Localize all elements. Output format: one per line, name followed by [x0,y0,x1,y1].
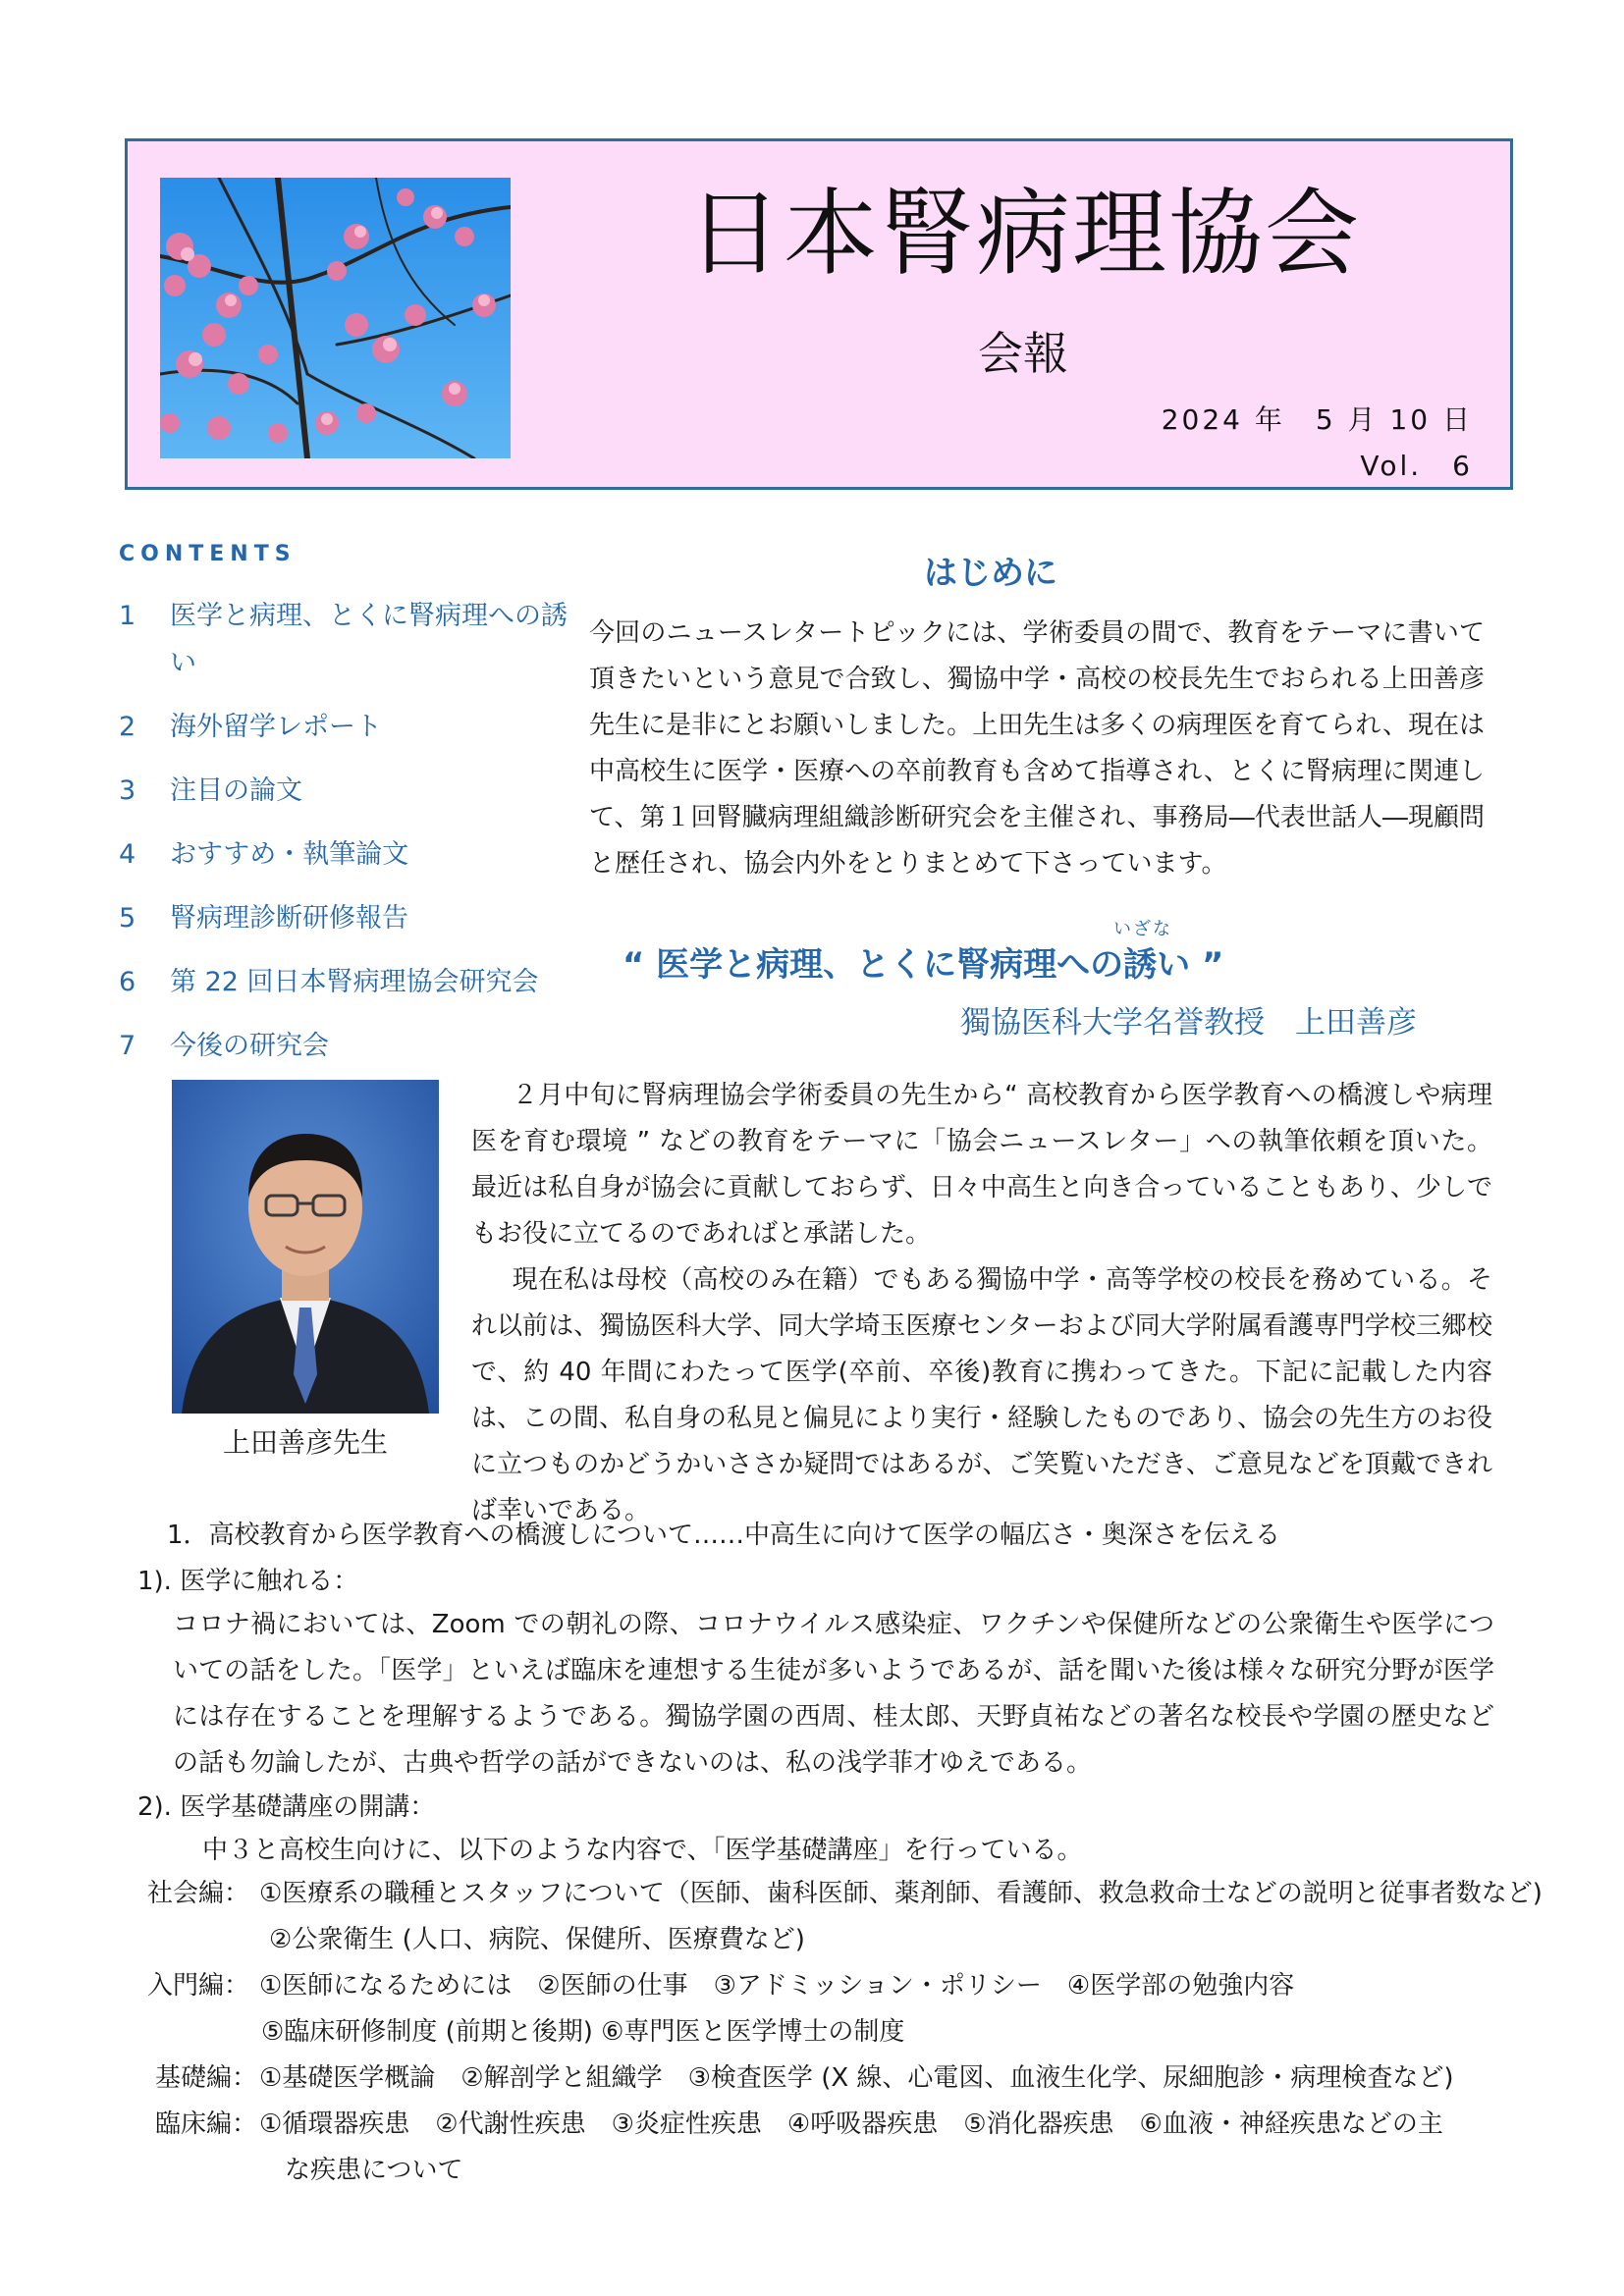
toc-item-label: 今後の研究会 [170,1031,329,1061]
toc-item-number: 2 [119,712,136,742]
course-social-line: ②公衆衛生 (人口、病院、保健所、医療費など) [269,1925,805,1954]
course-clinical-label: 臨床編： [155,2109,258,2139]
intro-body: 今回のニュースレタートピックには、学術委員の間で、教育をテーマに書いて頂きたいという意見で合致し、獨協中学・高校の校長先生でおられる上田善彦先生に是非にとお願いしました。上田先生は多くの病理医を育てられ、現在は中高校生に医学・医療への卒前教育も含めて指導され、とくに腎病理に関連して、第１回腎臓病理組織診断研究会を主催され、事務局―代表世話人―現顧問と歴任され、協会内外をとりまとめて下さっています。 [589,618,1485,879]
toc-item-6[interactable] [119,959,570,1006]
subsection-1-title: 1). 医学に触れる： [137,1567,359,1596]
section-1-title: 1．高校教育から医学教育への橋渡しについて……中高生に向けて医学の幅広さ・奥深さを伝える [167,1521,1281,1550]
subsection-1-body: コロナ禍においては、Zoom での朝礼の際、コロナウイルス感染症、ワクチンや保健所などの公衆衛生や医学についての話をした。「医学」といえば臨床を連想する生徒が多いようであるが、話を聞いた後は様々な研究分野が医学には存在することを理解するようである。獨協学園の西周、桂太郎、天野貞祐などの著名な校長や学園の歴史などの話も勿論したが、古典や哲学の話ができないのは、私の浅学菲才ゆえである。 [173,1610,1494,1778]
toc-item-label: 海外留学レポート [170,712,382,742]
course-basic-label: 基礎編： [155,2063,258,2093]
article-author: 獨協医科大学名誉教授 上田善彦 [960,1005,1417,1041]
author-photo-caption: 上田善彦先生 [222,1426,388,1459]
course-intro-line: ⑤臨床研修制度 (前期と後期) ⑥専門医と医学博士の制度 [261,2017,905,2047]
toc-item-5[interactable] [119,895,570,942]
toc-item-label: おすすめ・執筆論文 [170,839,409,870]
subsection-2-title: 2). 医学基礎講座の開講： [137,1792,436,1822]
article-paragraph: 現在私は母校（高校のみ在籍）でもある獨協中学・高等学校の校長を務めている。それ以前は、獨協医科大学、同大学埼玉医療センターおよび同大学附属看護専門学校三郷校で、約 40 年間にわたって医学(卒前、卒後)教育に携わってきた。下記に記載した内容は、この間、私自身の私見と偏見により実行・経験したものであり、協会の先生方のお役に立つものかどうかいささか疑問ではあるが、ご笑覧いただき、ご意見などを頂戴できれば幸いである。 [471,1265,1493,1525]
toc-item-number: 5 [119,903,136,934]
toc-item-number: 6 [119,967,136,997]
table-of-contents [119,593,570,1087]
intro-heading: はじめに [924,554,1057,593]
toc-item-number: 4 [119,839,136,870]
ruby-reading: いざな [1113,919,1172,939]
cherry-blossom-photo [160,178,511,458]
toc-item-label: 注目の論文 [170,775,302,806]
issue-date: 2024 年 5 月 10 日 [1161,403,1473,436]
toc-item-number: 3 [119,775,136,806]
toc-item-label: 医学と病理、とくに腎病理への誘い [170,601,568,678]
article-title: “ 医学と病理、とくに腎病理への誘い ” [623,945,1224,985]
toc-item-number: 1 [119,601,136,631]
toc-item-label: 第 22 回日本腎病理協会研究会 [170,967,539,997]
article-body [471,1073,1492,1534]
toc-item-7[interactable] [119,1023,570,1070]
subsection-2-intro: 中３と高校生向けに、以下のような内容で、「医学基礎講座」を行っている。 [202,1836,1083,1865]
toc-item-label: 腎病理診断研修報告 [170,903,408,934]
contents-heading: CONTENTS [119,542,297,566]
course-clinical-line: ①循環器疾患 ②代謝性疾患 ③炎症性疾患 ④呼吸器疾患 ⑤消化器疾患 ⑥血液・神経疾患などの主 [259,2109,1443,2139]
toc-item-1[interactable] [119,593,570,687]
toc-item-3[interactable] [119,768,570,815]
course-basic-line: ①基礎医学概論 ②解剖学と組織学 ③検査医学 (X 線、心電図、血液生化学、尿細胞診・病理検査など) [259,2063,1454,2093]
course-intro-line: ①医師になるためには ②医師の仕事 ③アドミッション・ポリシー ④医学部の勉強内容 [259,1971,1295,2001]
article-paragraph: ２月中旬に腎病理協会学術委員の先生から“ 高校教育から医学教育への橋渡しや病理医を育む環境 ” などの教育をテーマに「協会ニュースレター」への執筆依頼を頂いた。最近は私自身が協会に貢献しておらず、日々中高生と向き合っていることもあり、少しでもお役に立てるのであればと承諾した。 [471,1081,1492,1249]
masthead-title: 日本腎病理協会 [687,179,1361,289]
toc-item-4[interactable] [119,831,570,879]
course-social-line: ①医療系の職種とスタッフについて（医師、歯科医師、薬剤師、看護師、救急救命士などの説明と従事者数など) [259,1879,1543,1908]
course-clinical-line: な疾患について [285,2156,463,2185]
course-intro-label: 入門編： [147,1971,250,2001]
course-social-label: 社会編： [147,1879,250,1908]
author-portrait-photo [172,1080,439,1414]
masthead-subtitle: 会報 [978,327,1068,380]
toc-item-2[interactable] [119,704,570,751]
issue-volume: Vol. 6 [1360,450,1473,482]
toc-item-number: 7 [119,1031,136,1061]
